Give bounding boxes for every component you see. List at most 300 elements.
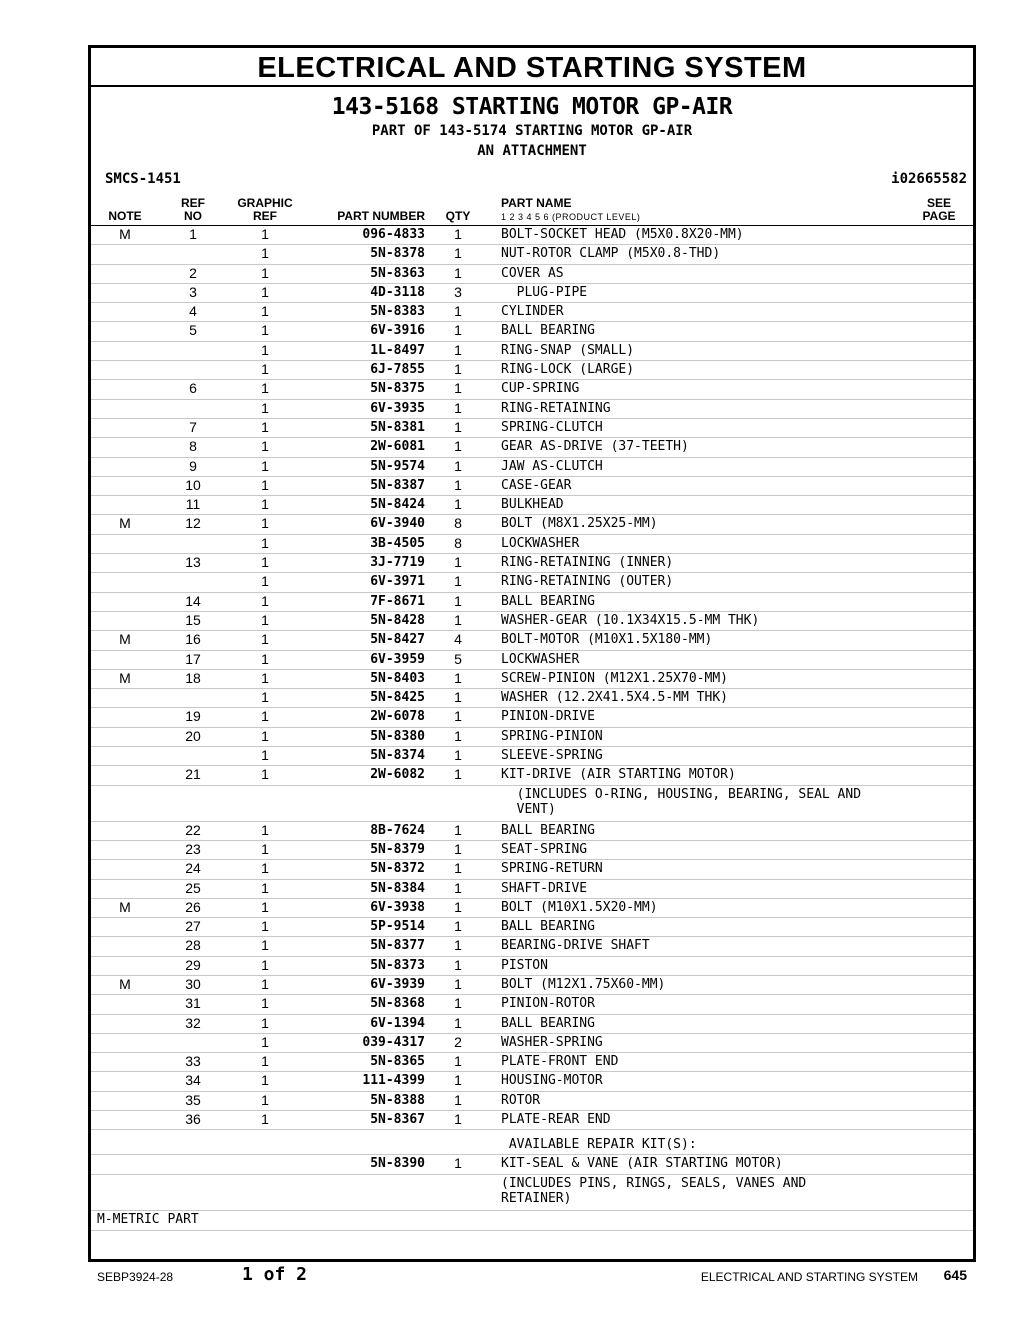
graphic-ref-cell: 1 [261,650,269,667]
table-row [91,841,973,860]
part-name-cell: SHAFT-DRIVE [501,880,588,896]
qty-cell: 1 [454,573,462,590]
ref-no-cell: 2 [189,264,197,281]
part-number-cell: 096-4833 [362,227,425,242]
part-number-cell: 6V-3971 [370,574,425,590]
table-row [91,899,973,918]
qty-cell: 1 [454,264,462,281]
graphic-ref-cell: 1 [261,1091,269,1108]
graphic-ref-cell: 1 [261,995,269,1012]
part-number-cell: 5N-8381 [370,419,425,435]
table-row [91,438,973,457]
header-part-number: PART NUMBER [337,209,425,223]
part-number-cell: 5N-8377 [370,938,425,954]
qty-cell: 1 [454,898,462,915]
qty-cell: 1 [454,341,462,358]
qty-cell: 1 [454,226,462,242]
table-row [91,1034,973,1053]
graphic-ref-cell: 1 [261,496,269,513]
part-name-cell: RING-SNAP (SMALL) [501,342,635,358]
table-row [91,380,973,399]
table-row [91,1092,973,1111]
qty-cell: 1 [454,956,462,973]
part-name-cell: NUT-ROTOR CLAMP (M5X0.8-THD) [501,246,721,262]
ref-no-cell: 24 [185,860,201,877]
graphic-ref-cell: 1 [261,476,269,493]
table-row [91,400,973,419]
part-name-cell: RING-RETAINING (INNER) [501,555,674,571]
ref-no-cell: 1 [189,226,197,242]
part-name-cell: JAW AS-CLUTCH [501,458,603,474]
table-row [91,1130,973,1155]
part-number-cell: 7F-8671 [370,593,425,609]
part-number-cell: 039-4317 [362,1034,425,1050]
part-number-cell: 2W-6082 [370,767,425,783]
graphic-ref-cell: 1 [261,879,269,896]
part-name-cell: SPRING-PINION [501,728,603,744]
qty-cell: 1 [454,418,462,435]
graphic-ref-cell: 1 [261,592,269,609]
part-number-cell: 1L-8497 [370,342,425,358]
part-name-cell: PLUG-PIPE [501,284,588,300]
part-name-cell: SEAT-SPRING [501,841,588,857]
graphic-ref-cell: 1 [261,840,269,857]
document-id: i02665582 [891,171,967,187]
graphic-ref-cell: 1 [261,1072,269,1089]
table-row [91,612,973,631]
part-number-cell: 5N-8384 [370,880,425,896]
graphic-ref-cell: 1 [261,918,269,935]
qty-cell: 1 [454,975,462,992]
table-row [91,728,973,747]
table-row [91,976,973,995]
ref-no-cell: 15 [185,611,201,628]
graphic-ref-cell: 1 [261,1053,269,1070]
part-number-cell: 3J-7719 [370,555,425,571]
ref-no-cell: 12 [185,515,201,532]
table-row [91,786,973,822]
graphic-ref-cell: 1 [261,1111,269,1128]
table-row [91,226,973,245]
part-number-cell: 5N-8375 [370,381,425,397]
part-number-cell: 5N-8428 [370,612,425,628]
table-row [91,496,973,515]
ref-no-cell: 7 [189,418,197,435]
qty-cell: 3 [454,283,462,300]
graphic-ref-cell: 1 [261,747,269,764]
ref-no-cell: 30 [185,975,201,992]
table-row [91,880,973,899]
header-see-page: SEE PAGE [922,196,956,223]
part-name-cell: SPRING-CLUTCH [501,419,603,435]
table-row [91,822,973,841]
table-row [91,573,973,592]
ref-no-cell: 6 [189,380,197,397]
table-row [91,747,973,766]
ref-no-cell: 16 [185,631,201,648]
part-number-cell: 111-4399 [362,1073,425,1089]
part-name-cell: BALL BEARING [501,822,595,838]
header-graphic-ref: GRAPHIC REF [237,196,293,223]
qty-cell: 1 [454,554,462,571]
graphic-ref-cell: 1 [261,631,269,648]
part-name-cell: CUP-SPRING [501,381,580,397]
graphic-ref-cell: 1 [261,573,269,590]
graphic-ref-cell: 1 [261,937,269,954]
graphic-ref-cell: 1 [261,766,269,783]
part-number-cell: 5P-9514 [370,919,425,935]
qty-cell: 2 [454,1033,462,1050]
smcs-code: SMCS-1451 [105,171,181,187]
part-number-cell: 5N-8403 [370,670,425,686]
part-number-cell: 6V-3939 [370,976,425,992]
part-number-cell: 5N-8387 [370,477,425,493]
part-name-cell: BALL BEARING [501,323,595,339]
table-row [91,1053,973,1072]
graphic-ref-cell: 1 [261,380,269,397]
note-cell: M [119,631,131,648]
note-cell: M [119,515,131,532]
part-number-cell: 6V-1394 [370,1015,425,1031]
graphic-ref-cell: 1 [261,361,269,378]
part-name-cell: PINION-ROTOR [501,996,595,1012]
part-number-cell: 6V-3959 [370,651,425,667]
part-number-cell: 6V-3935 [370,400,425,416]
graphic-ref-cell: 1 [261,534,269,551]
part-name-cell: LOCKWASHER [501,535,580,551]
graphic-ref-cell: 1 [261,438,269,455]
ref-no-cell: 13 [185,554,201,571]
table-row [91,689,973,708]
divider [91,1230,973,1231]
table-row [91,458,973,477]
graphic-ref-cell: 1 [261,1014,269,1031]
graphic-ref-cell: 1 [261,554,269,571]
qty-cell: 1 [454,766,462,783]
footer-page-of: 1 of 2 [242,1264,308,1285]
ref-no-cell: 14 [185,592,201,609]
part-name-cell: (INCLUDES PINS, RINGS, SEALS, VANES AND RETAINER) [501,1175,807,1206]
part-name-cell: CYLINDER [501,304,564,320]
qty-cell: 1 [454,747,462,764]
ref-no-cell: 32 [185,1014,201,1031]
qty-cell: 1 [454,995,462,1012]
part-number-cell: 5N-8374 [370,748,425,764]
table-row [91,1072,973,1091]
graphic-ref-cell: 1 [261,669,269,686]
graphic-ref-cell: 1 [261,341,269,358]
table-row [91,477,973,496]
table-row [91,766,973,785]
part-number-cell: 5N-8424 [370,497,425,513]
graphic-ref-cell: 1 [261,399,269,416]
table-row [91,245,973,264]
page-frame [88,45,976,1262]
ref-no-cell: 18 [185,669,201,686]
qty-cell: 1 [454,438,462,455]
ref-no-cell: 3 [189,283,197,300]
qty-cell: 1 [454,1091,462,1108]
part-number-cell: 5N-8363 [370,265,425,281]
part-name-cell: PISTON [501,957,548,973]
ref-no-cell: 19 [185,708,201,725]
graphic-ref-cell: 1 [261,898,269,915]
graphic-ref-cell: 1 [261,1033,269,1050]
ref-no-cell: 21 [185,766,201,783]
part-name-cell: RING-RETAINING [501,400,611,416]
part-number-cell: 5N-8379 [370,841,425,857]
qty-cell: 4 [454,631,462,648]
part-number-cell: 5N-8390 [370,1156,425,1172]
part-name-cell: RING-LOCK (LARGE) [501,362,635,378]
ref-no-cell: 27 [185,918,201,935]
table-row [91,1015,973,1034]
part-number-cell: 5N-8372 [370,861,425,877]
part-name-cell: SLEEVE-SPRING [501,748,603,764]
graphic-ref-cell: 1 [261,418,269,435]
ref-no-cell: 28 [185,937,201,954]
part-number-cell: 5N-8388 [370,1092,425,1108]
part-name-cell: ROTOR [501,1092,541,1108]
table-row [91,593,973,612]
qty-cell: 1 [454,669,462,686]
table-row [91,342,973,361]
part-number-cell: 2W-6081 [370,439,425,455]
qty-cell: 1 [454,457,462,474]
graphic-ref-cell: 1 [261,322,269,339]
part-name-cell: GEAR AS-DRIVE (37-TEETH) [501,439,689,455]
graphic-ref-cell: 1 [261,611,269,628]
part-number-cell: 5N-8378 [370,246,425,262]
part-name-cell: KIT-SEAL & VANE (AIR STARTING MOTOR) [501,1156,783,1172]
qty-cell: 1 [454,1072,462,1089]
note-cell: M [119,898,131,915]
ref-no-cell: 29 [185,956,201,973]
part-name-cell: BULKHEAD [501,497,564,513]
attachment-label: AN ATTACHMENT [477,143,587,159]
part-number-cell: 5N-8427 [370,632,425,648]
table-row [91,1111,973,1130]
ref-no-cell: 25 [185,879,201,896]
qty-cell: 1 [454,918,462,935]
ref-no-cell: 4 [189,303,197,320]
metric-note: M-METRIC PART [97,1211,199,1227]
ref-no-cell: 20 [185,727,201,744]
table-header [91,195,973,226]
ref-no-cell: 10 [185,476,201,493]
graphic-ref-cell: 1 [261,264,269,281]
part-number-cell: 5N-8383 [370,304,425,320]
part-name-cell: PLATE-FRONT END [501,1054,619,1070]
part-name-cell: BALL BEARING [501,593,595,609]
part-name-cell: PINION-DRIVE [501,709,595,725]
part-name-cell: KIT-DRIVE (AIR STARTING MOTOR) [501,767,736,783]
graphic-ref-cell: 1 [261,708,269,725]
part-number-cell: 5N-8368 [370,996,425,1012]
graphic-ref-cell: 1 [261,727,269,744]
qty-cell: 1 [454,399,462,416]
part-number-cell: 6V-3916 [370,323,425,339]
graphic-ref-cell: 1 [261,283,269,300]
qty-cell: 1 [454,611,462,628]
qty-cell: 1 [454,1053,462,1070]
part-name-cell: (INCLUDES O-RING, HOUSING, BEARING, SEAL AND VENT) [516,786,862,817]
part-name-cell: SPRING-RETURN [501,861,603,877]
table-row [91,284,973,303]
part-name-cell: BOLT-MOTOR (M10X1.5X180-MM) [501,632,713,648]
graphic-ref-cell: 1 [261,245,269,262]
table-row [91,670,973,689]
part-name-cell: RING-RETAINING (OUTER) [501,574,674,590]
qty-cell: 1 [454,727,462,744]
table-row [91,631,973,650]
table-row [91,860,973,879]
part-name-cell: BOLT-SOCKET HEAD (M5X0.8X20-MM) [501,227,744,242]
qty-cell: 1 [454,840,462,857]
qty-cell: 1 [454,245,462,262]
ref-no-cell: 9 [189,457,197,474]
qty-cell: 1 [454,361,462,378]
qty-cell: 8 [454,515,462,532]
ref-no-cell: 33 [185,1053,201,1070]
footer-system-name: ELECTRICAL AND STARTING SYSTEM [700,1270,918,1284]
part-name-cell: BEARING-DRIVE SHAFT [501,938,650,954]
header-product-levels: 1 2 3 4 5 6 (PRODUCT LEVEL) [501,212,641,222]
ref-no-cell: 36 [185,1111,201,1128]
page-footer [0,1258,1020,1298]
part-number-cell: 6J-7855 [370,362,425,378]
graphic-ref-cell: 1 [261,689,269,706]
note-cell: M [119,226,131,242]
table-row [91,1155,973,1174]
qty-cell: 1 [454,708,462,725]
header-note: NOTE [108,209,142,223]
note-cell: M [119,669,131,686]
table-row [91,1175,973,1211]
ref-no-cell: 8 [189,438,197,455]
header-qty: QTY [445,209,471,223]
ref-no-cell: 23 [185,840,201,857]
qty-cell: 1 [454,496,462,513]
qty-cell: 1 [454,689,462,706]
note-cell: M [119,975,131,992]
graphic-ref-cell: 1 [261,226,269,242]
part-name-cell: BALL BEARING [501,1015,595,1031]
table-row [91,515,973,534]
part-number-cell: 4D-3118 [370,284,425,300]
footer-page-number: 645 [943,1267,967,1283]
qty-cell: 8 [454,534,462,551]
part-number-cell: 5N-8425 [370,690,425,706]
part-name-cell: BALL BEARING [501,919,595,935]
part-number-cell: 5N-8367 [370,1112,425,1128]
header-part-name: PART NAME [501,196,572,210]
table-row [91,708,973,727]
qty-cell: 1 [454,1014,462,1031]
part-number-cell: 2W-6078 [370,709,425,725]
table-row [91,419,973,438]
qty-cell: 1 [454,879,462,896]
graphic-ref-cell: 1 [261,515,269,532]
graphic-ref-cell: 1 [261,975,269,992]
graphic-ref-cell: 1 [261,956,269,973]
ref-no-cell: 5 [189,322,197,339]
qty-cell: 1 [454,380,462,397]
ref-no-cell: 22 [185,821,201,838]
table-row [91,995,973,1014]
header-ref-no: REF NO [181,196,205,223]
group-title: 143-5168 STARTING MOTOR GP-AIR [331,94,733,120]
part-number-cell: 3B-4505 [370,535,425,551]
qty-cell: 1 [454,937,462,954]
part-name-cell: WASHER-SPRING [501,1034,603,1050]
graphic-ref-cell: 1 [261,821,269,838]
ref-no-cell: 11 [185,496,201,513]
part-number-cell: 5N-8373 [370,957,425,973]
graphic-ref-cell: 1 [261,303,269,320]
ref-no-cell: 35 [185,1091,201,1108]
part-number-cell: 5N-8365 [370,1054,425,1070]
part-name-cell: WASHER (12.2X41.5X4.5-MM THK) [501,690,728,706]
qty-cell: 1 [454,860,462,877]
part-name-cell: COVER AS [501,265,564,281]
part-name-cell: BOLT (M12X1.75X60-MM) [501,976,666,992]
ref-no-cell: 17 [185,650,201,667]
graphic-ref-cell: 1 [261,860,269,877]
part-name-cell: BOLT (M8X1.25X25-MM) [501,516,658,532]
table-row [91,265,973,284]
section-title: ELECTRICAL AND STARTING SYSTEM [91,48,973,87]
part-name-cell: AVAILABLE REPAIR KIT(S): [501,1137,697,1153]
part-number-cell: 8B-7624 [370,822,425,838]
qty-cell: 1 [454,821,462,838]
part-name-cell: PLATE-REAR END [501,1112,611,1128]
table-row [91,937,973,956]
qty-cell: 1 [454,303,462,320]
table-row [91,918,973,937]
part-number-cell: 6V-3940 [370,516,425,532]
ref-no-cell: 31 [185,995,201,1012]
part-number-cell: 5N-9574 [370,458,425,474]
parent-assembly: PART OF 143-5174 STARTING MOTOR GP-AIR [371,123,693,139]
part-name-cell: WASHER-GEAR (10.1X34X15.5-MM THK) [501,612,760,628]
qty-cell: 1 [454,322,462,339]
part-name-cell: BOLT (M10X1.5X20-MM) [501,899,658,915]
parts-table [91,226,973,1211]
ref-no-cell: 26 [185,898,201,915]
ref-no-cell: 34 [185,1072,201,1089]
table-row [91,322,973,341]
qty-cell: 1 [454,476,462,493]
qty-cell: 1 [454,592,462,609]
part-number-cell: 6V-3938 [370,899,425,915]
table-row [91,957,973,976]
part-name-cell: SCREW-PINION (M12X1.25X70-MM) [501,670,728,686]
part-name-cell: HOUSING-MOTOR [501,1073,603,1089]
table-row [91,361,973,380]
footer-doc-number: SEBP3924-28 [97,1270,174,1284]
table-row [91,535,973,554]
part-number-cell: 5N-8380 [370,728,425,744]
table-row [91,554,973,573]
qty-cell: 5 [454,650,462,667]
table-row [91,303,973,322]
part-name-cell: CASE-GEAR [501,477,572,493]
qty-cell: 1 [454,1155,462,1172]
part-name-cell: LOCKWASHER [501,651,580,667]
qty-cell: 1 [454,1111,462,1128]
graphic-ref-cell: 1 [261,457,269,474]
